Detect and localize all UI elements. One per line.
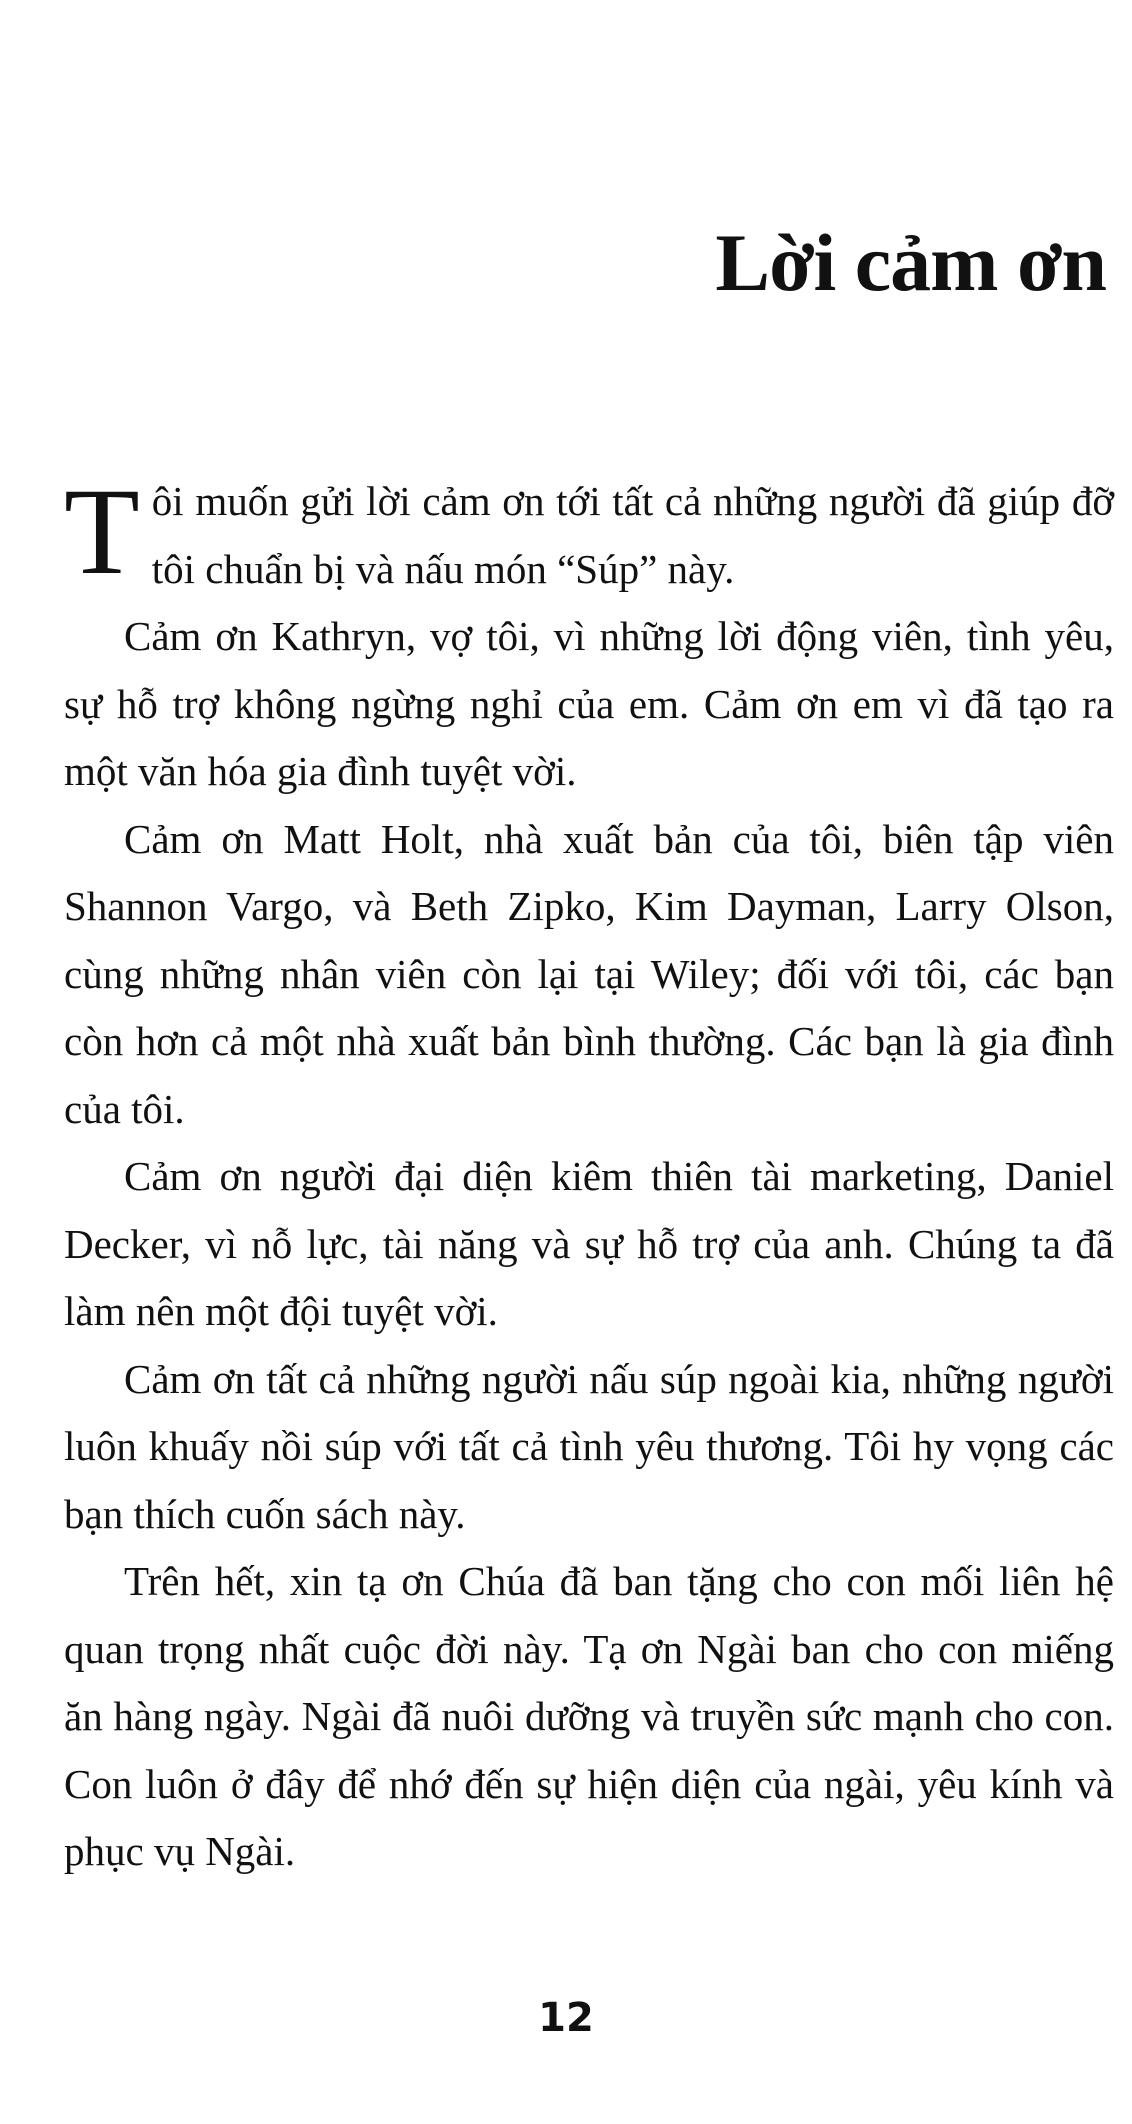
paragraph-4: Cảm ơn người đại diện kiêm thiên tài marketing, Daniel Decker, vì nỗ lực, tài năng và sự hỗ trợ của anh. Chúng ta đã làm nên một đội tuyệt vời. (64, 1153, 1114, 1334)
paragraph-2: Cảm ơn Kathryn, vợ tôi, vì những lời động viên, tình yêu, sự hỗ trợ không ngừng nghỉ của em. Cảm ơn em vì đã tạo ra một văn hóa gia đình tuyệt vời. (64, 613, 1114, 794)
drop-cap: T (64, 463, 140, 600)
paragraph-6: Trên hết, xin tạ ơn Chúa đã ban tặng cho con mối liên hệ quan trọng nhất cuộc đời này. Tạ ơn Ngài ban cho con miếng ăn hàng ngày. Ngài đã nuôi dưỡng và truyền sức mạnh cho con. Con luôn ở đây để nhớ đến sự hiện diện của ngài, yêu kính và phục vụ Ngài. (64, 1558, 1114, 1874)
paragraph-1-text: ôi muốn gửi lời cảm ơn tới tất cả những người đã giúp đỡ tôi chuẩn bị và nấu món “Súp” này. (151, 478, 1114, 592)
chapter-body (64, 463, 1114, 1886)
paragraph-5: Cảm ơn tất cả những người nấu súp ngoài kia, những người luôn khuấy nồi súp với tất cả tình yêu thương. Tôi hy vọng các bạn thích cuốn sách này. (64, 1355, 1114, 1537)
page-number: 12 (538, 1995, 594, 2041)
paragraph-3: Cảm ơn Matt Holt, nhà xuất bản của tôi, biên tập viên Shannon Vargo, và Beth Zipko, Kim Dayman, Larry Olson, cùng những nhân viên còn lại tại Wiley; đối với tôi, các bạn còn hơn cả một nhà xuất bản bình thường. Các bạn là gia đình của tôi. (64, 815, 1114, 1132)
paragraph-1 (64, 463, 1114, 603)
chapter-title: Lời cảm ơn (715, 217, 1106, 308)
